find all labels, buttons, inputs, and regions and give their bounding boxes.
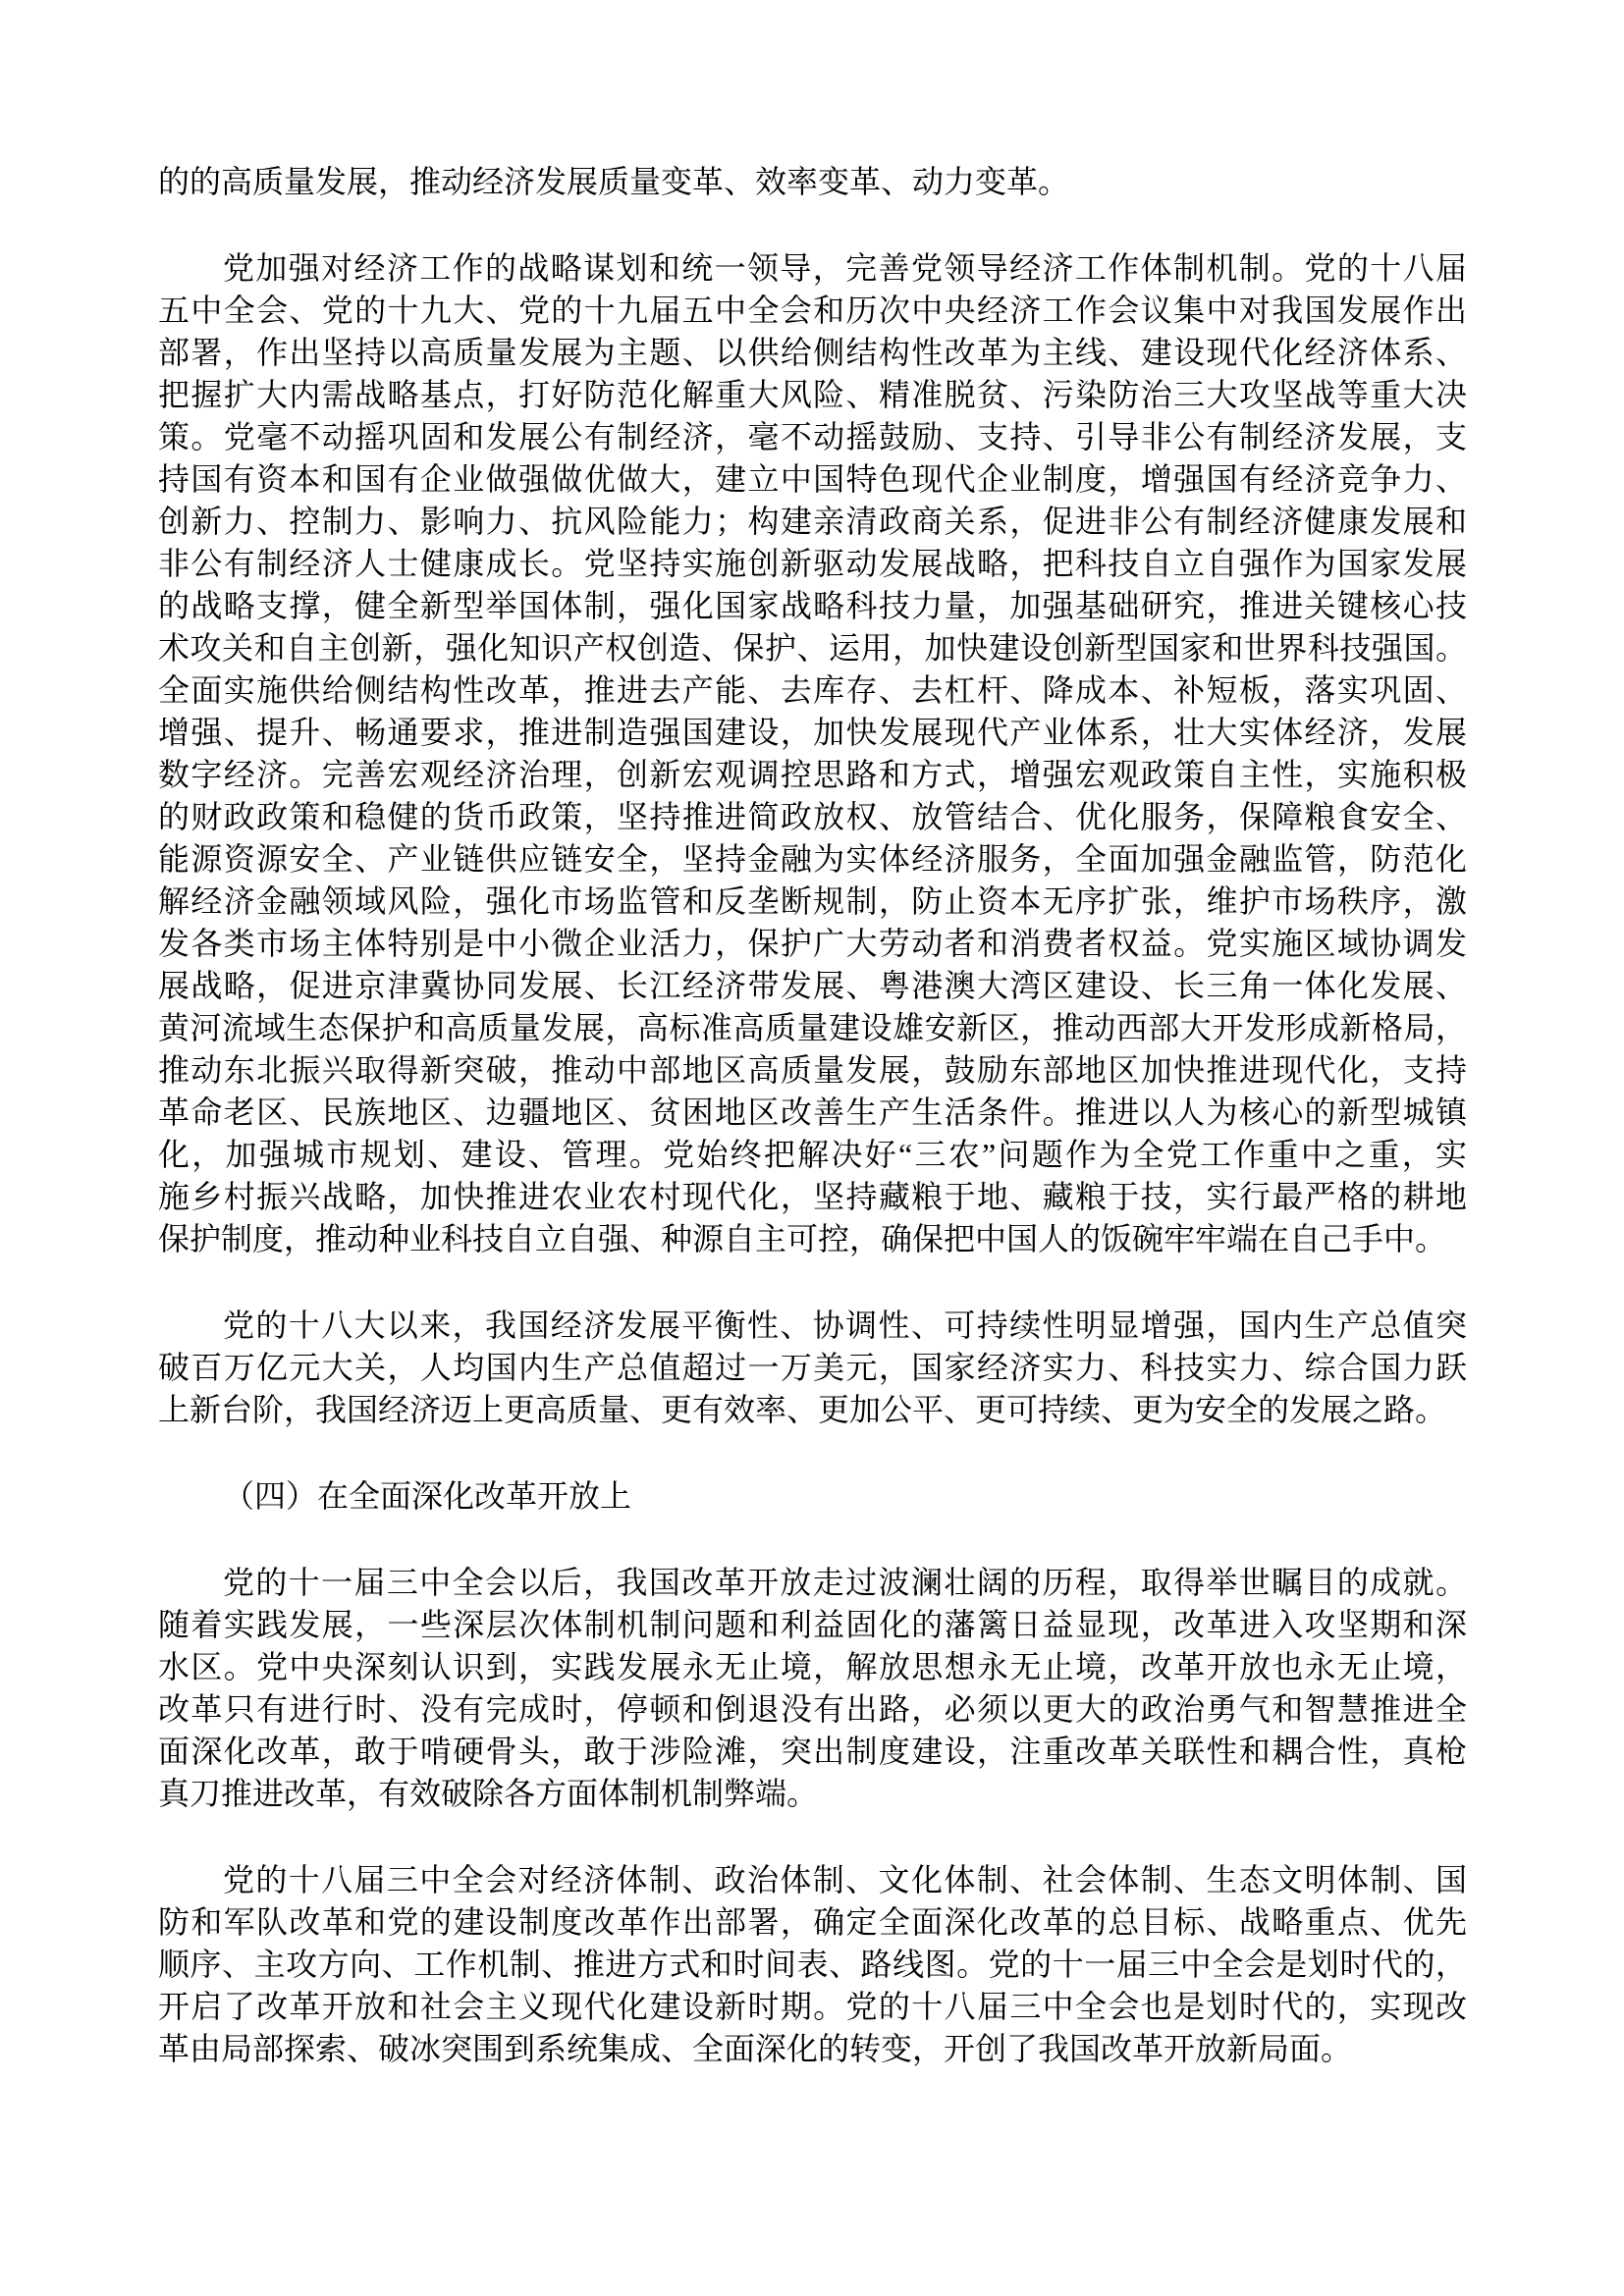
text-line: 开启了改革开放和社会主义现代化建设新时期。党的十八届三中全会也是划时代的，实现改 bbox=[158, 1989, 1467, 2024]
text-line: 的战略支撑，健全新型举国体制，强化国家战略科技力量，加强基础研究，推进关键核心技 bbox=[158, 588, 1467, 623]
text-line: 数字经济。完善宏观经济治理，创新宏观调控思路和方式，增强宏观政策自主性，实施积极 bbox=[158, 757, 1467, 792]
text-line: 发各类市场主体特别是中小微企业活力，保护广大劳动者和消费者权益。党实施区域协调发 bbox=[158, 926, 1467, 961]
text-line: 能源资源安全、产业链供应链安全，坚持金融为实体经济服务，全面加强金融监管，防范化 bbox=[158, 841, 1467, 877]
text-line: 党加强对经济工作的战略谋划和统一领导，完善党领导经济工作体制机制。党的十八届 bbox=[223, 250, 1467, 286]
text-line: 把握扩大内需战略基点，打好防范化解重大风险、精准脱贫、污染防治三大攻坚战等重大决 bbox=[158, 377, 1467, 412]
text-line: 党的十八届三中全会对经济体制、政治体制、文化体制、社会体制、生态文明体制、国 bbox=[223, 1862, 1467, 1897]
text-line: 面深化改革，敢于啃硬骨头，敢于涉险滩，突出制度建设，注重改革关联性和耦合性，真枪 bbox=[158, 1734, 1467, 1769]
text-line: 非公有制经济人士健康成长。党坚持实施创新驱动发展战略，把科技自立自强作为国家发展 bbox=[158, 546, 1467, 581]
text-line: （四）在全面深化改革开放上 bbox=[223, 1478, 632, 1514]
paragraph bbox=[158, 1562, 1467, 1815]
text-line: 保护制度，推动种业科技自立自强、种源自主可控，确保把中国人的饭碗牢牢端在自己手中。 bbox=[158, 1221, 1447, 1256]
text-line: 的财政政策和稳健的货币政策，坚持推进简政放权、放管结合、优化服务，保障粮食安全、 bbox=[158, 799, 1467, 834]
text-line: 策。党毫不动摇巩固和发展公有制经济，毫不动摇鼓励、支持、引导非公有制经济发展，支 bbox=[158, 419, 1467, 454]
text-line: 增强、提升、畅通要求，推进制造强国建设，加快发展现代产业体系，壮大实体经济，发展 bbox=[158, 715, 1467, 750]
text-line: 改革只有进行时、没有完成时，停顿和倒退没有出路，必须以更大的政治勇气和智慧推进全 bbox=[158, 1691, 1467, 1727]
text-line: 真刀推进改革，有效破除各方面体制机制弊端。 bbox=[158, 1776, 819, 1811]
text-line: 推动东北振兴取得新突破，推动中部地区高质量发展，鼓励东部地区加快推进现代化，支持 bbox=[158, 1052, 1467, 1088]
paragraph bbox=[158, 247, 1467, 1260]
text-line: 部署，作出坚持以高质量发展为主题、以供给侧结构性改革为主线、建设现代化经济体系、 bbox=[158, 335, 1467, 370]
paragraph bbox=[158, 1305, 1467, 1431]
text-line: 持国有资本和国有企业做强做优做大，建立中国特色现代企业制度，增强国有经济竞争力、 bbox=[158, 461, 1467, 497]
text-line: 五中全会、党的十九大、党的十九届五中全会和历次中央经济工作会议集中对我国发展作出 bbox=[158, 293, 1467, 328]
text-line: 防和军队改革和党的建设制度改革作出部署，确定全面深化改革的总目标、战略重点、优先 bbox=[158, 1904, 1467, 1940]
text-line: 施乡村振兴战略，加快推进农业农村现代化，坚持藏粮于地、藏粮于技，实行最严格的耕地 bbox=[158, 1179, 1467, 1214]
text-line: 党的十一届三中全会以后，我国改革开放走过波澜壮阔的历程，取得举世瞩目的成就。 bbox=[223, 1565, 1467, 1600]
paragraph bbox=[158, 161, 1467, 203]
document-content bbox=[158, 161, 1467, 2070]
text-line: 破百万亿元大关，人均国内生产总值超过一万美元，国家经济实力、科技实力、综合国力跃 bbox=[158, 1350, 1467, 1385]
text-line: 随着实践发展，一些深层次体制机制问题和利益固化的藩篱日益显现，改革进入攻坚期和深 bbox=[158, 1607, 1467, 1642]
section-heading bbox=[158, 1475, 1467, 1518]
text-line: 革命老区、民族地区、边疆地区、贫困地区改善生产生活条件。推进以人为核心的新型城镇 bbox=[158, 1095, 1467, 1130]
text-line: 术攻关和自主创新，强化知识产权创造、保护、运用，加快建设创新型国家和世界科技强国。 bbox=[158, 630, 1467, 666]
text-line: 黄河流域生态保护和高质量发展，高标准高质量建设雄安新区，推动西部大开发形成新格局， bbox=[158, 1010, 1467, 1045]
text-line: 解经济金融领域风险，强化市场监管和反垄断规制，防止资本无序扩张，维护市场秩序，激 bbox=[158, 883, 1467, 919]
text-line: 全面实施供给侧结构性改革，推进去产能、去库存、去杠杆、降成本、补短板，落实巩固、 bbox=[158, 672, 1467, 708]
text-line: 党的十八大以来，我国经济发展平衡性、协调性、可持续性明显增强，国内生产总值突 bbox=[223, 1308, 1467, 1343]
text-line: 水区。党中央深刻认识到，实践发展永无止境，解放思想永无止境，改革开放也永无止境， bbox=[158, 1649, 1467, 1684]
text-line: 展战略，促进京津冀协同发展、长江经济带发展、粤港澳大湾区建设、长三角一体化发展、 bbox=[158, 968, 1467, 1003]
text-line: 的的高质量发展，推动经济发展质量变革、效率变革、动力变革。 bbox=[158, 164, 1070, 199]
text-line: 顺序、主攻方向、工作机制、推进方式和时间表、路线图。党的十一届三中全会是划时代的， bbox=[158, 1947, 1467, 1982]
paragraph bbox=[158, 1859, 1467, 2070]
text-line: 上新台阶，我国经济迈上更高质量、更有效率、更加公平、更可持续、更为安全的发展之路。 bbox=[158, 1392, 1447, 1427]
text-line: 化，加强城市规划、建设、管理。党始终把解决好“三农”问题作为全党工作重中之重，实 bbox=[158, 1137, 1467, 1172]
text-line: 革由局部探索、破冰突围到系统集成、全面深化的转变，开创了我国改革开放新局面。 bbox=[158, 2031, 1353, 2066]
text-line: 创新力、控制力、影响力、抗风险能力；构建亲清政商关系，促进非公有制经济健康发展和 bbox=[158, 504, 1467, 539]
